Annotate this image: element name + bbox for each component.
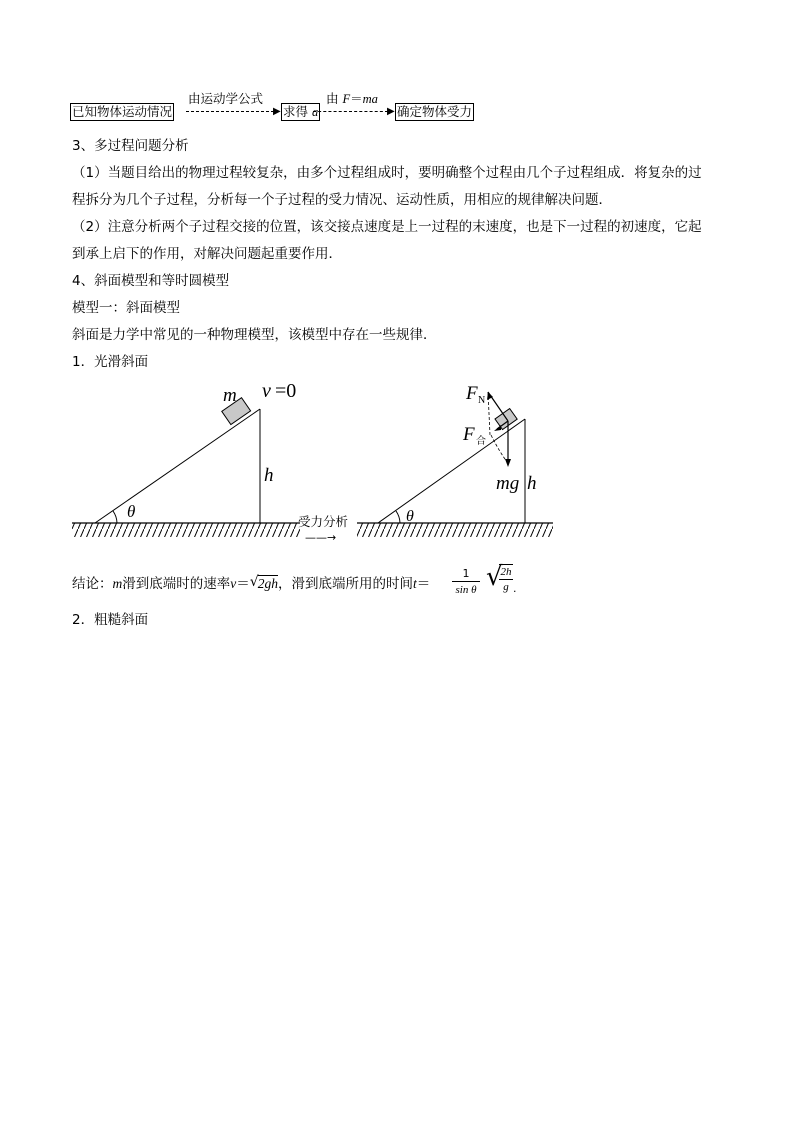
force-analysis-label: 受力分析 [298,514,349,529]
incline-figure [60,375,560,550]
normal-force-label: F [466,383,478,404]
right-h-label: h [527,473,537,494]
conclusion-eq-2: ＝ [416,576,431,592]
conclusion-var-v: v [230,576,237,591]
fraction-1-over-sin [452,566,480,598]
left-mass-label: m [223,385,237,406]
flow-label-newton [326,89,378,107]
left-theta-label: θ [127,502,136,521]
section-4-title: 4、斜面模型和等时圆模型 [72,273,230,289]
right-ground-hatch [357,523,553,537]
model-1-title: 模型一：斜面模型 [72,300,180,316]
left-incline-slope [95,409,260,523]
section-3-para-2-line-1: （2）注意分析两个子过程交接的位置，该交接点速度是上一过程的末速度，也是下一过程的初速度，它起 [72,219,702,235]
section-3-para-2-line-2: 到承上启下的作用，对解决问题起重要作用． [72,246,342,262]
conclusion-var-m: m [112,576,123,591]
sqrt-symbol-2: √ [486,562,503,592]
conclusion-var-t: t [413,576,417,591]
conclusion-text-time: ，滑到底端所用的时间 [278,576,413,592]
right-incline-diagram [357,383,553,537]
gravity-label: mg [496,473,520,494]
construction-dash-2 [491,435,508,463]
flow-arrow-1 [186,111,274,112]
flow-arrowhead-2: ▶ [387,106,395,117]
flow-box-get-a [281,103,320,121]
section-3-para-1-line-1: （1）当题目给出的物理过程较复杂，由多个过程组成时，要明确整个过程由几个子过程组成．将复杂的过 [72,165,702,181]
sqrt-radicand-1: 2gh [257,576,278,591]
flow-var-F: F [342,92,351,106]
conclusion-period: . [513,582,517,595]
left-incline-diagram [72,380,300,537]
flow-var-a: a [311,105,319,119]
flow-box-get-a-text: 求得 [283,104,312,119]
sqrt-symbol-1: √ [249,574,259,590]
model-1-description: 斜面是力学中常见的一种物理模型，该模型中存在一些规律． [72,327,437,343]
conclusion-prefix: 结论： [72,576,113,592]
flow-box-known-motion: 已知物体运动情况 [72,104,173,119]
conclusion-text-speed: 滑到底端时的速率 [122,576,231,592]
section-3-title: 3、多过程问题分析 [72,138,189,154]
left-ground-hatch [72,523,300,537]
net-force-arrowhead [494,425,501,431]
flow-box-determine-force: 确定物体受力 [397,104,473,119]
analysis-arrow [298,514,349,544]
right-angle-arc [396,511,400,523]
flow-label-kinematics: 由运动学公式 [188,91,264,106]
force-analysis-arrow: ——→ [305,531,337,544]
normal-force-subscript: N [478,395,486,406]
fraction-numerator: 1 [452,566,480,582]
section-3-para-1-line-2: 程拆分为几个子过程，分析每一个子过程的受力情况、运动性质，用相应的规律解决问题． [72,192,612,208]
flow-arrowhead-1: ▶ [273,106,281,117]
sqrt-2h-over-g [486,560,516,600]
sqrt-2-bar [499,564,513,594]
sqrt-2-numerator: 2h [500,566,512,578]
item-2-rough-incline: 2．粗糙斜面 [72,612,149,628]
sqrt-2-denominator: g [503,581,509,593]
left-v-value: =0 [275,380,297,402]
flow-eq: ＝ [350,91,363,106]
left-h-label: h [264,465,274,486]
item-1-smooth-incline: 1．光滑斜面 [72,354,149,370]
net-force-subscript: 合 [476,436,486,447]
flow-arrow-2 [313,111,388,112]
left-angle-arc [113,511,117,523]
flow-chart [70,92,490,122]
left-v-label: v [262,380,271,402]
flow-label-newton-pre: 由 [326,91,343,106]
conclusion-sqrt-2gh [250,574,278,594]
net-force-label: F [463,424,475,445]
right-theta-label: θ [406,508,414,525]
flow-var-ma: ma [362,92,378,106]
fraction-denominator: sin θ [455,584,477,596]
conclusion-eq-1: ＝ [236,576,250,592]
right-incline-slope [378,419,525,523]
